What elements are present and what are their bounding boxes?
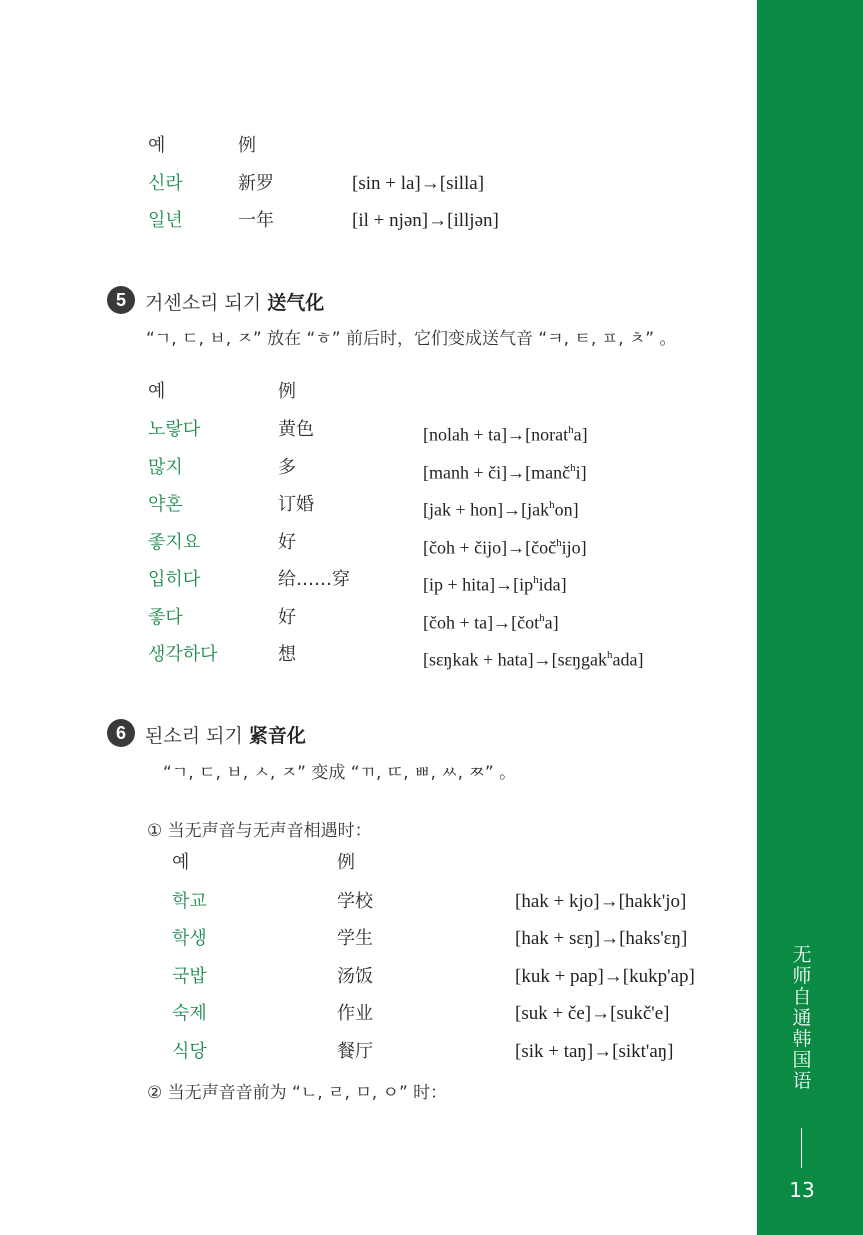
pronunciation-rule: [hak + sɛŋ]→[haks'ɛŋ] (515, 928, 688, 949)
korean-word: 약혼 (148, 494, 183, 515)
header-chinese: 例 (337, 852, 355, 873)
korean-word: 생각하다 (148, 644, 218, 665)
korean-word: 입히다 (148, 569, 201, 590)
sidebar-title-char: 通 (792, 1007, 812, 1029)
pronunciation-rule: [manh + či]→[manč$^h$i] (423, 462, 587, 483)
example-row (172, 928, 732, 952)
chinese-meaning: 汤饭 (337, 966, 373, 987)
pronunciation-rule: [čoh + čijo]→[čoč$^h$ijo] (423, 537, 587, 558)
pronunciation-rule: [čoh + ta]→[čot$^h$a] (423, 612, 559, 633)
korean-word: 노랗다 (148, 419, 201, 440)
example-row (148, 173, 708, 197)
chinese-meaning: 学生 (337, 928, 373, 949)
pronunciation-rule: [kuk + pap]→[kukp'ap] (515, 966, 695, 987)
sidebar-title-char: 韩 (792, 1028, 812, 1050)
korean-word: 신라 (148, 173, 183, 194)
sidebar-title-char: 语 (792, 1070, 812, 1092)
section-6-heading (107, 719, 607, 749)
sidebar-book-title (790, 945, 814, 1092)
section-title-chinese: 紧音化 (248, 725, 306, 747)
korean-word: 숙제 (172, 1003, 207, 1024)
example-row (148, 569, 708, 593)
pronunciation-rule: [nolah + ta]→[norat$^h$a] (423, 424, 588, 445)
sidebar-title-char: 无 (792, 944, 812, 966)
chinese-meaning: 新罗 (238, 173, 274, 194)
example-row (172, 891, 732, 915)
example-row (172, 1041, 732, 1065)
chinese-meaning: 好 (278, 607, 296, 628)
korean-word: 학생 (172, 928, 207, 949)
example-row (172, 966, 732, 990)
chinese-meaning: 给……穿 (278, 569, 350, 590)
chinese-meaning: 多 (278, 457, 296, 478)
pronunciation-rule: [hak + kjo]→[hakk'jo] (515, 891, 687, 912)
subsection-heading: ① 当无声音与无声音相遇时： (147, 821, 372, 841)
sidebar-title-char: 师 (792, 965, 812, 987)
korean-word: 많지 (148, 457, 183, 478)
subsection-heading: ② 当无声音音前为 “ㄴ, ㄹ, ㅁ, ㅇ” 时： (147, 1083, 448, 1103)
pronunciation-rule: [suk + če]→[sukč'e] (515, 1003, 670, 1024)
header-korean: 예 (172, 852, 190, 873)
section-description: “ㄱ, ㄷ, ㅂ, ㅈ” 放在 “ㅎ” 前后时，它们变成送气音 “ㅋ, ㅌ, ㅍ, ㅊ” 。 (146, 329, 677, 349)
section-5-heading (107, 286, 607, 316)
section-title (145, 288, 324, 315)
chinese-meaning: 作业 (337, 1003, 373, 1024)
example-row (148, 210, 708, 234)
section-number-badge: 5 (107, 286, 135, 314)
pronunciation-rule: [sik + taŋ]→[sikt'aŋ] (515, 1041, 674, 1062)
korean-word: 좋다 (148, 607, 183, 628)
korean-word: 식당 (172, 1041, 207, 1062)
example-header (148, 381, 708, 405)
example-row (148, 607, 708, 631)
chinese-meaning: 一年 (238, 210, 274, 231)
chinese-meaning: 黄色 (278, 419, 314, 440)
header-korean: 예 (148, 135, 166, 156)
chinese-meaning: 餐厅 (337, 1041, 373, 1062)
sidebar-title-char: 国 (792, 1049, 812, 1071)
example-header (172, 852, 732, 876)
sidebar-title-char: 自 (792, 986, 812, 1008)
sidebar-divider (801, 1128, 802, 1168)
section-title (145, 721, 306, 748)
example-row (148, 532, 708, 556)
page-number: 13 (789, 1178, 815, 1202)
example-row (172, 1003, 732, 1027)
section-number-badge: 6 (107, 719, 135, 747)
pronunciation-rule: [il + njən]→[illjən] (352, 210, 499, 231)
section-title-korean: 된소리 되기 (145, 725, 243, 747)
example-row (148, 419, 708, 443)
section-title-korean: 거센소리 되기 (145, 292, 262, 314)
pronunciation-rule: [sɛŋkak + hata]→[sɛŋgak$^h$ada] (423, 649, 644, 670)
korean-word: 학교 (172, 891, 207, 912)
example-header (148, 135, 708, 159)
header-chinese: 例 (238, 135, 256, 156)
section-description: “ㄱ, ㄷ, ㅂ, ㅅ, ㅈ” 变成 “ㄲ, ㄸ, ㅃ, ㅆ, ㅉ” 。 (163, 763, 517, 783)
example-row (148, 644, 718, 668)
example-row (148, 494, 708, 518)
pronunciation-rule: [jak + hon]→[jak$^h$on] (423, 499, 579, 520)
pronunciation-rule: $[ip + hita]\to[ip^hida]$ (423, 574, 567, 595)
korean-word: 일년 (148, 210, 183, 231)
chinese-meaning: 想 (278, 644, 296, 665)
chinese-meaning: 学校 (337, 891, 373, 912)
example-row (148, 457, 708, 481)
pronunciation-rule: [sin + la]→[silla] (352, 173, 485, 194)
chinese-meaning: 订婚 (278, 494, 314, 515)
korean-word: 국밥 (172, 966, 207, 987)
section-title-chinese: 送气化 (267, 292, 325, 314)
korean-word: 좋지요 (148, 532, 201, 553)
header-chinese: 例 (278, 381, 296, 402)
chinese-meaning: 好 (278, 532, 296, 553)
header-korean: 예 (148, 381, 166, 402)
